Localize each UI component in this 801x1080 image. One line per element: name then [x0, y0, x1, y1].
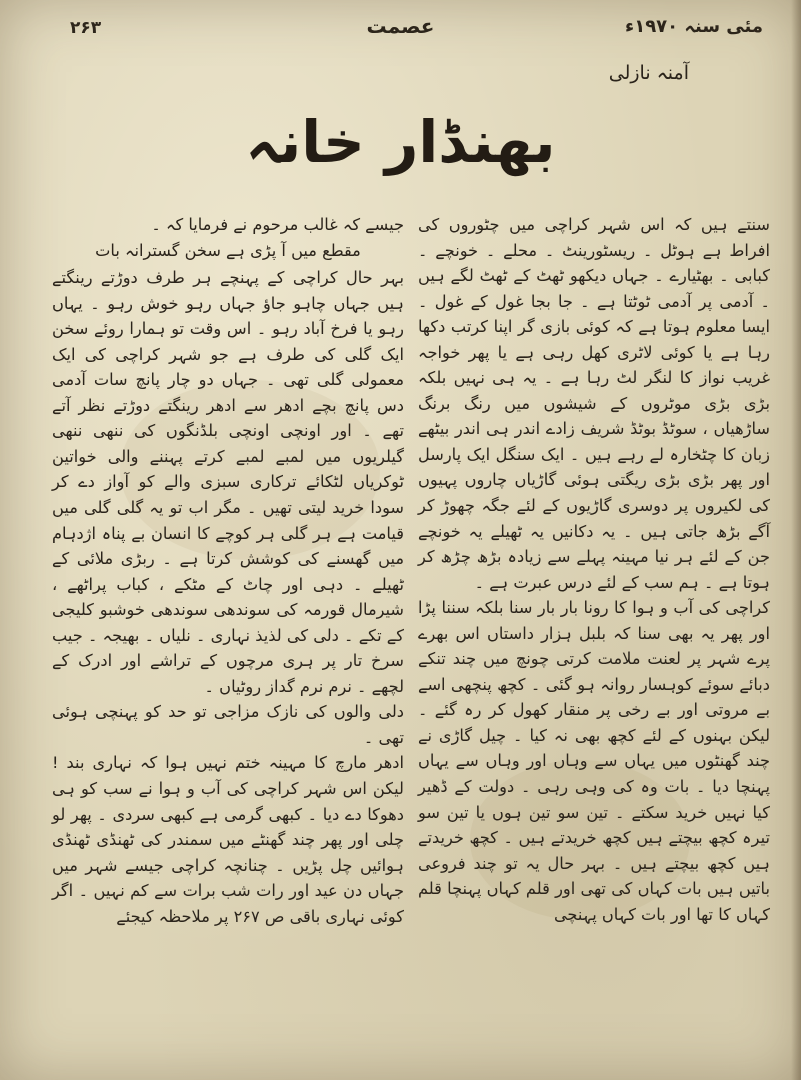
issue-date: مئی سنہ ۱۹۷۰ء: [625, 16, 763, 37]
paragraph: بہر حال کراچی کے پہنچے ہر طرف دوڑتے رینگتے ہیں جہاں چاہو جاؤ جہاں رہو خوش رہو ۔ یہاں رہو یا فرخ آباد رہو ۔ اس وقت تو ہمارا روئے سخن ایک گلی کی طرف ہے جو شہر کراچی کی ایک معمولی گلی تھی ۔ جہاں دو چار پانچ سات آدمی دس پانچ بچے ادھر سے ادھر رینگتے دوڑتے نظر آتے تھے ۔ اور اونچی اونچی بلڈنگوں کی ننھی ننھی گیلریوں میں لمبے لمبے کرتے پہننے والی خواتین ٹوکریاں لٹکائے ترکاری سبزی والے کو آواز دے کر سودا خرید لیتی تھیں ۔ مگر اب تو یہ گلی گلی میں قیامت ہے ہر گلی ہر کوچے کا انسان بے پناہ اژدہام میں گھسنے کی کوشش کرتا ہے ۔ ربڑی ملائی کے ٹھیلے ۔ دہی اور چاٹ کے مٹکے ، کباب پراٹھے ، شیرمال قورمہ کی سوندھی سوندھی خوشبو کلیجی کے تکے ۔ دلی کی لذیذ نہاری ۔ نلیاں ۔ بھیجہ ۔ جیب سرخ تار پر ہری مرچوں کے تراشے اور ادرک کے لچھے ۔ نرم نرم گداز روٹیاں ۔: [52, 268, 404, 696]
article-title: بھنڈار خانہ: [245, 108, 556, 176]
author-name: آمنہ نازلی: [608, 62, 689, 84]
paragraph: کراچی کی آب و ہوا کا رونا بار بار سنا بلکہ سننا پڑا اور پھر یہ بھی سنا کہ بلبل ہزار داستاں اس بھرے پرے شہر پر لعنت ملامت کرتی چونچ میں چند تنکے دبائے سوئے کوہسار روانہ ہو گئی ۔ کچھ پنچھی اسے بے مروتی اور بے رخی پر منقار کھول کر رہ گئے ۔ لیکن بہنوں کے لئے کچھ بھی نہ کیا ۔ چیل گاڑی نے چند گھنٹوں میں یہاں سے وہاں اور وہاں سے یہاں پہنچا دیا ۔ بات وہ کی وہی رہی ۔ دولت کے ڈھیر کیا نہیں خرید سکتے ۔ تین سو تین ہوں یا تین سو تیرہ کچھ بیچتے ہیں کچھ خریدتے ہیں ۔ کچھ خریدتے ہیں کچھ بیچتے ہیں ۔ بہر حال یہ تو چند فروعی باتیں ہیں بات کہاں کی تھی اور قلم کہاں پہنچا قلم کہاں کا تھا اور بات کہاں پہنچی: [418, 598, 770, 924]
verse-intro: جیسے کہ غالب مرحوم نے فرمایا کہ ۔: [151, 215, 404, 234]
magazine-name: عصمت: [366, 14, 435, 38]
left-column: [52, 212, 404, 929]
page-number: ۲۶۳: [70, 18, 102, 38]
paragraph: سنتے ہیں کہ اس شہر کراچی میں چٹوروں کی افراط ہے ہوٹل ۔ ریسٹورینٹ ۔ محلے ۔ خونچے ۔ کبابی ۔ بھٹیارے ۔ جہاں دیکھو ٹھٹ کے ٹھٹ لگے ہیں ۔ آدمی پر آدمی ٹوٹتا ہے ۔ جا بجا غول کے غول ۔ ایسا معلوم ہوتا ہے کہ کوئی بازی گر اپنا کرتب دکھا رہا ہے یا کوئی لاٹری کھل رہی ہے یا پھر خواجہ غریب نواز کا لنگر لٹ رہا ہے ۔ یہ ہی نہیں بلکہ بڑی بڑی موٹروں کے شیشوں میں رنگ برنگ ساڑھیاں ، سوٹڈ بوٹڈ شریف زادے اندر ہی اندر بیٹھے زبان کا چٹخارہ لے رہے ہیں ۔ ایک سنگل ایک پارسل اور پھر بڑی بڑی ریگتی ہوئی گاڑیاں چاروں پہیوں کی لکیروں پر دوسری گاڑیوں کے لئے جگہ چھوڑ کر آگے بڑھ جاتی ہیں ۔ یہ دکانیں یہ ٹھیلے یہ خونچے جن کے لئے ہر نیا مہینہ پہلے سے زیادہ بڑھ چڑھ کر ہوتا ہے ۔ ہم سب کے لئے درس عبرت ہے ۔: [418, 215, 770, 592]
verse-line: مقطع میں آ پڑی ہے سخن گسترانہ بات: [95, 240, 361, 260]
paragraph: ادھر مارچ کا مہینہ ختم نہیں ہوا کہ نہاری بند ! لیکن اس شہر کراچی کی آب و ہوا نے سب کو ہی دھوکا دے دیا ۔ کبھی گرمی ہے کبھی سردی ۔ پھر لو چلی اور پھر چند گھنٹے میں سمندر کی ٹھنڈی ٹھنڈی ہوائیں چل پڑیں ۔ چنانچہ کراچی جیسے شہر میں جہاں دن عید اور رات شب برات سے کم نہیں ۔ اگر کوئی نہاری باقی ص ۲۶۷ پر ملاحظہ کیجئے: [52, 753, 404, 926]
right-column: [418, 212, 770, 927]
paragraph: دلی والوں کی نازک مزاجی تو حد کو پہنچی ہوئی تھی ۔: [52, 702, 404, 747]
